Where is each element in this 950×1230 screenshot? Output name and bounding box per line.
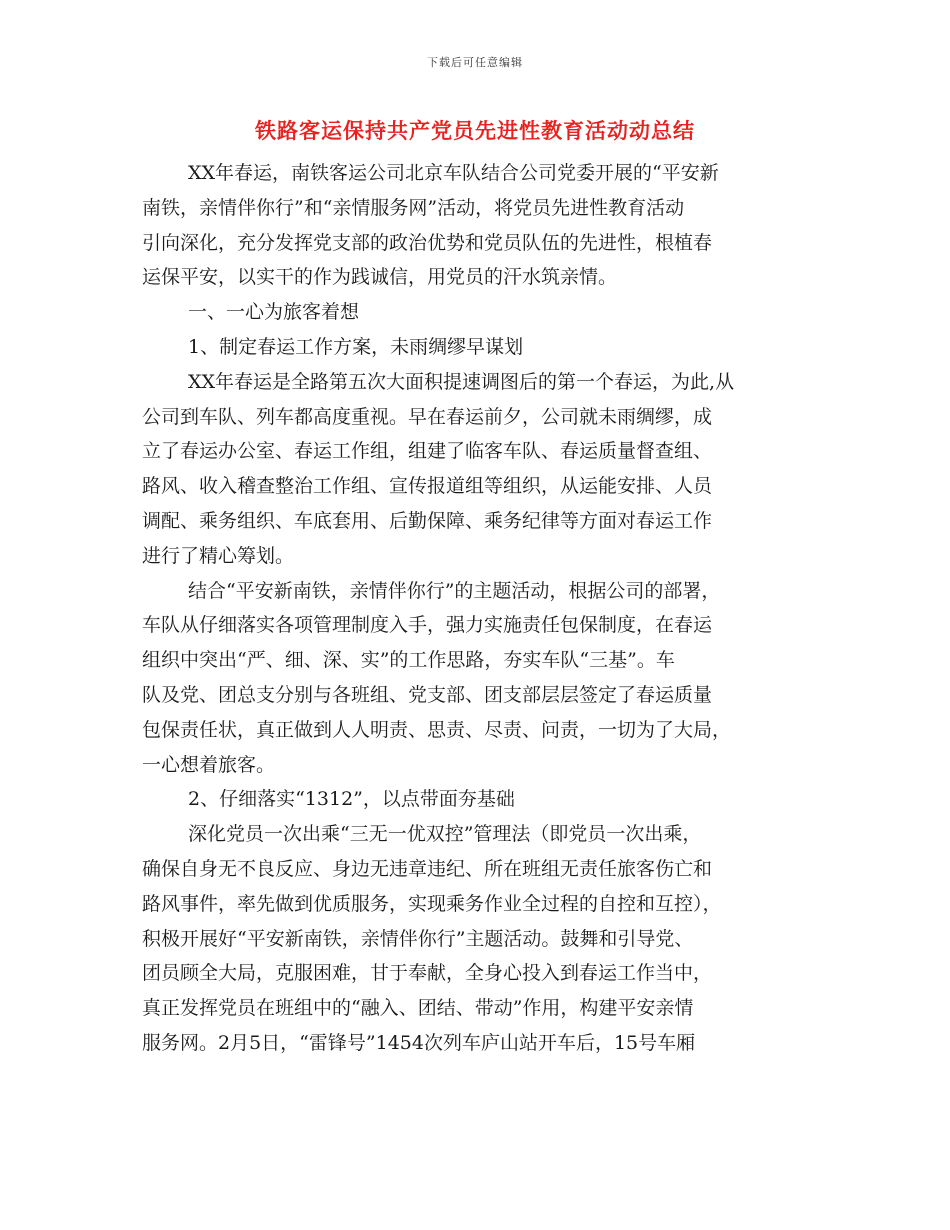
text-line: XX年春运是全路第五次大面积提速调图后的第一个春运，为此,从 (188, 370, 735, 393)
text-line: 南铁，亲情伴你行”和“亲情服务网”活动，将党员先进性教育活动 (142, 196, 685, 219)
header-note: 下载后可任意编辑 (427, 56, 523, 69)
text-line: XX年春运，南铁客运公司北京车队结合公司党委开展的“平安新 (188, 162, 719, 184)
document-body (142, 156, 810, 1061)
text-line: 2、仔细落实“1312”，以点带面夯基础 (188, 788, 515, 811)
text-line: 一、一心为旅客着想 (188, 301, 360, 324)
text-line: 调配、乘务组织、车底套用、后勤保障、乘务纪律等方面对春运工作 (142, 509, 713, 532)
text-line: 组织中突出“严、细、深、实”的工作思路，夯实车队“三基”。车 (142, 649, 675, 672)
text-line: 包保责任状，真正做到人人明责、思责、尽责、问责，一切为了大局， (142, 718, 732, 741)
text-line: 进行了精心筹划。 (142, 544, 295, 567)
text-line: 真正发挥党员在班组中的“融入、团结、带动”作用，构建平安亲情 (142, 997, 694, 1020)
text-line: 公司到车队、列车都高度重视。早在春运前夕，公司就未雨绸缪，成 (142, 405, 713, 428)
text-line: 路风事件，率先做到优质服务，实现乘务作业全过程的自控和互控）， (142, 892, 722, 915)
text-line: 引向深化，充分发挥党支部的政治优势和党员队伍的先进性，根植春 (142, 231, 713, 254)
text-line: 深化党员一次出乘“三无一优双控”管理法（即党员一次出乘， (188, 823, 702, 846)
text-line: 路风、收入稽查整治工作组、宣传报道组等组织，从运能安排、人员 (142, 475, 713, 498)
text-line: 结合“平安新南铁，亲情伴你行”的主题活动，根据公司的部署， (188, 579, 721, 602)
text-line: 车队从仔细落实各项管理制度入手，强力实施责任包保制度，在春运 (142, 614, 713, 637)
text-line: 确保自身无不良反应、身边无违章违纪、所在班组无责任旅客伤亡和 (142, 857, 713, 880)
text-line: 团员顾全大局，克服困难，甘于奉献，全身心投入到春运工作当中， (142, 962, 713, 985)
text-line: 1、制定春运工作方案，未雨绸缪早谋划 (188, 335, 524, 358)
text-line: 服务网。2月5日，“雷锋号”1454次列车庐山站开车后，15号车厢 (142, 1031, 696, 1054)
text-line: 队及党、团总支分别与各班组、党支部、团支部层层签定了春运质量 (142, 683, 713, 706)
text-line: 一心想着旅客。 (142, 753, 276, 776)
document-title: 铁路客运保持共产党员先进性教育活动动总结 (255, 118, 695, 143)
text-line: 运保平安，以实干的作为践诚信，用党员的汗水筑亲情。 (142, 266, 618, 289)
text-line: 积极开展好“平安新南铁，亲情伴你行”主题活动。鼓舞和引导党、 (142, 927, 694, 950)
text-line: 立了春运办公室、春运工作组，组建了临客车队、春运质量督查组、 (142, 440, 713, 463)
